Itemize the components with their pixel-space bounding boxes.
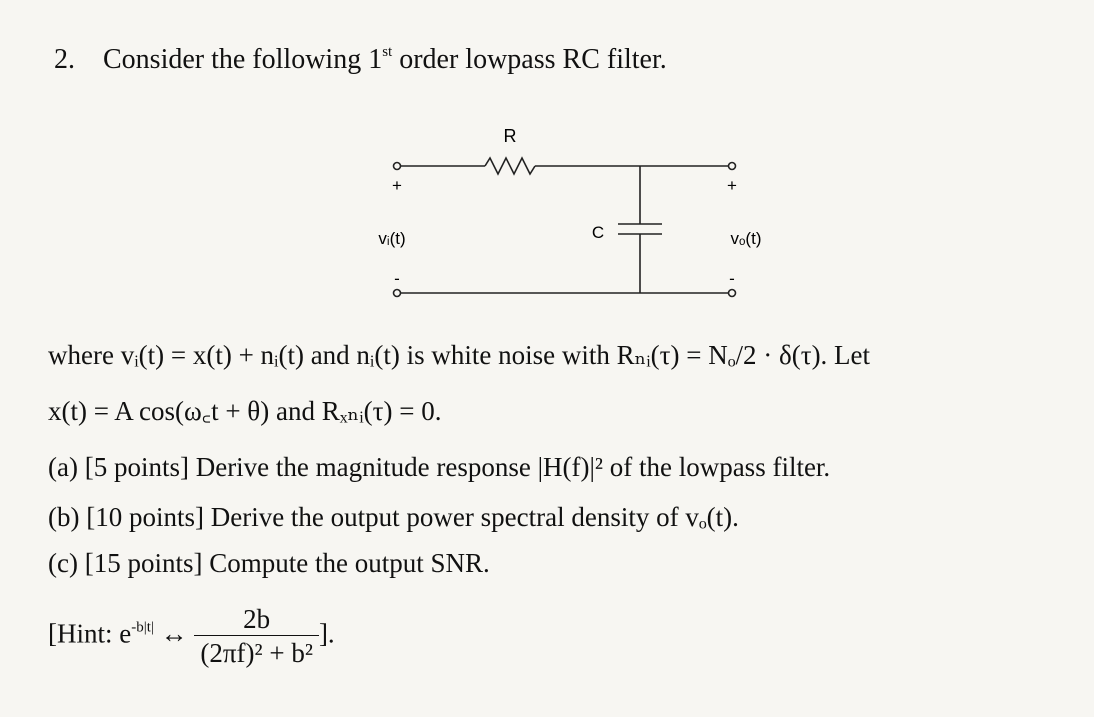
- input-voltage-label: vᵢ(t): [378, 229, 406, 248]
- hint-suffix: ].: [318, 618, 335, 649]
- output-plus: +: [727, 176, 737, 195]
- hint: [48, 604, 335, 669]
- input-terminal-bottom: [394, 290, 401, 297]
- hint-exponent: -b|t|: [131, 619, 154, 636]
- part-c: (c) [15 points] Compute the output SNR.: [48, 548, 490, 578]
- capacitor-label: C: [591, 223, 605, 242]
- statement-line-2: x(t) = A cos(ω꜀t + θ) and Rₓₙᵢ(τ) = 0.: [48, 396, 442, 426]
- output-terminal-top: [729, 163, 736, 170]
- hint-denominator: (2πf)² + b²: [194, 635, 319, 669]
- hint-prefix: [Hint: e: [48, 618, 132, 649]
- input-plus: +: [392, 176, 402, 195]
- output-voltage-label: vₒ(t): [730, 229, 762, 248]
- hint-arrow: ↔: [160, 618, 188, 649]
- input-minus: -: [394, 269, 400, 288]
- resistor-symbol: [485, 158, 535, 174]
- resistor-label: R: [503, 126, 517, 146]
- statement-line-1: where vᵢ(t) = x(t) + nᵢ(t) and nᵢ(t) is white noise with Rₙᵢ(τ) = Nₒ/2 · δ(τ). Let: [48, 340, 871, 370]
- part-a: (a) [5 points] Derive the magnitude response |H(f)|² of the lowpass filter.: [48, 452, 831, 482]
- title-text-end: order lowpass RC filter.: [392, 44, 667, 75]
- output-terminal-bottom: [729, 290, 736, 297]
- input-terminal-top: [394, 163, 401, 170]
- rc-circuit-diagram: [370, 118, 790, 318]
- question-title: [54, 44, 667, 76]
- title-text: Consider the following 1: [103, 44, 383, 75]
- hint-numerator: 2b: [243, 604, 271, 634]
- question-number: 2.: [54, 44, 75, 75]
- hint-fraction: [194, 604, 319, 669]
- title-superscript: st: [382, 44, 393, 60]
- output-minus: -: [729, 269, 735, 288]
- part-b: (b) [10 points] Derive the output power spectral density of vₒ(t).: [48, 502, 739, 532]
